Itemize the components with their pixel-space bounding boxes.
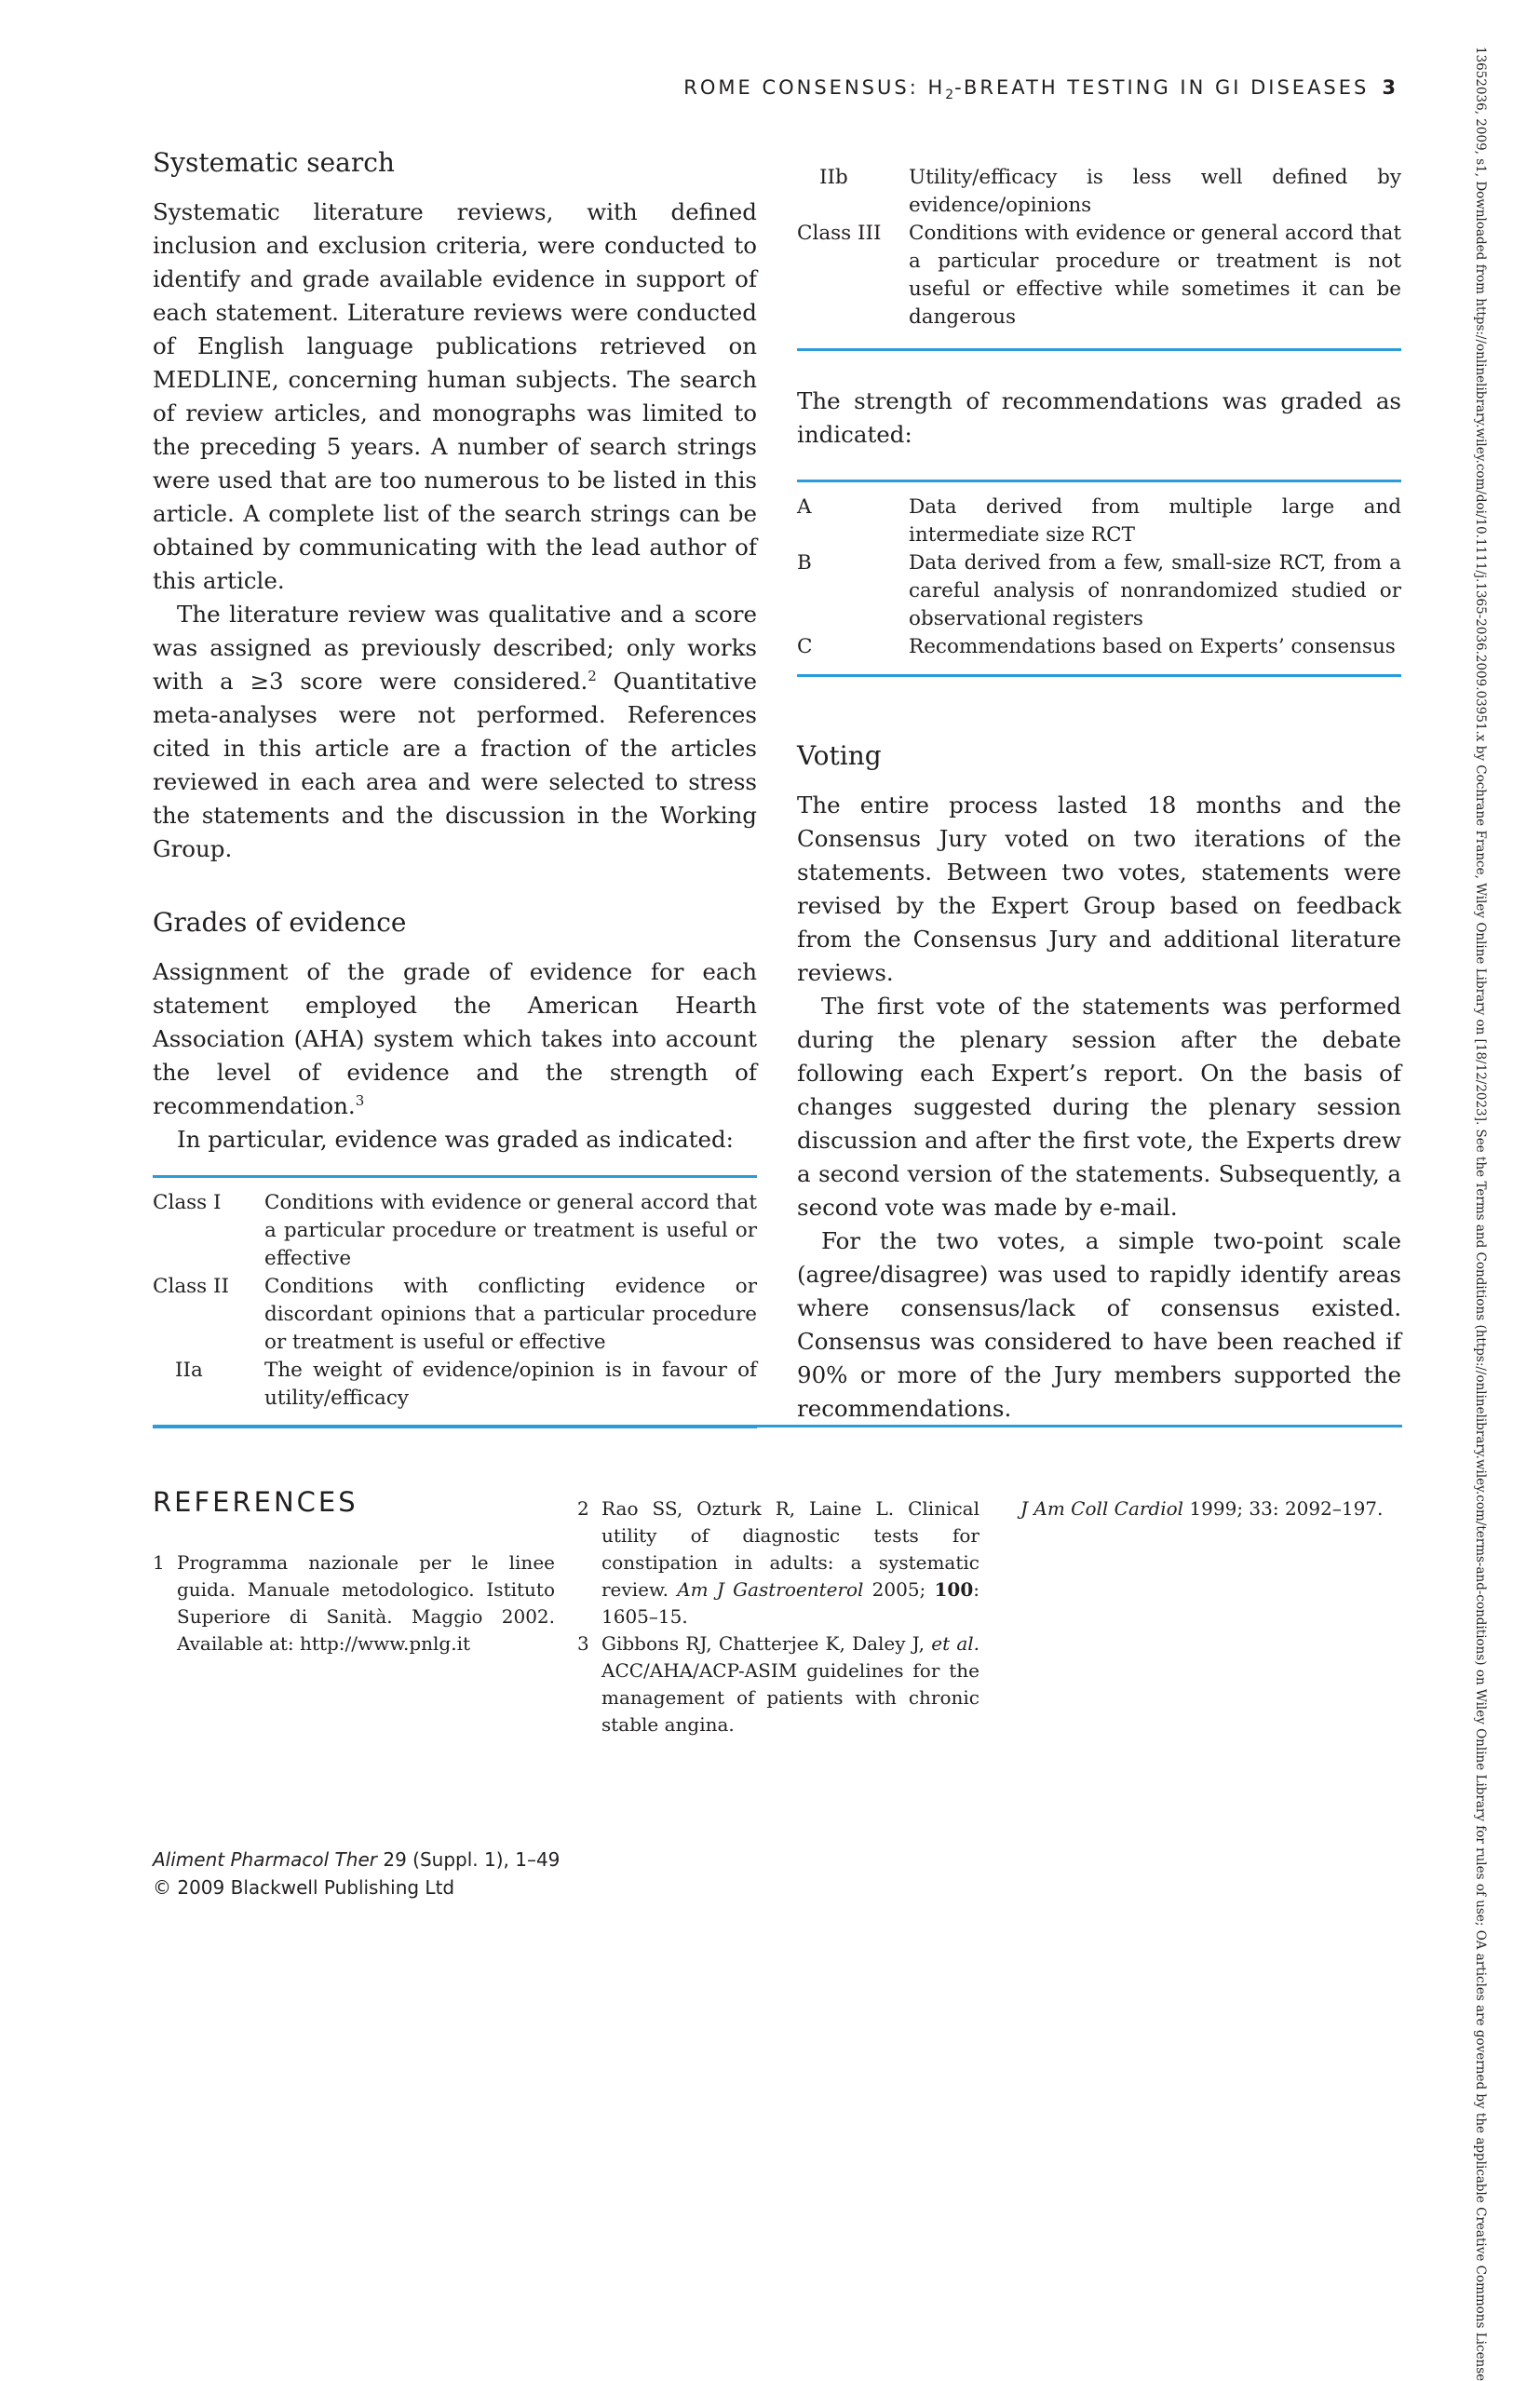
running-head-prefix: ROME CONSENSUS: H (683, 76, 946, 99)
reference-item (577, 1495, 979, 1630)
table-row (797, 164, 1401, 220)
reference-title-start: ACC/AHA/ACP-ASIM guidelines for the management of patients with chronic stable angina. (601, 1659, 979, 1736)
systematic-search-paragraph-1: Systematic literature reviews, with defined inclusion and exclusion criteria, were conducted to identify and grade available evidence in support of each statement. Literature reviews were conducted of English language publications retrieved on MEDLINE, concerning human subjects. The search of review articles, and monographs was limited to the preceding 5 years. A number of search strings were used that are too numerous to be listed in this article. A complete list of the search strings can be obtained by communicating with the lead author of this article. (153, 198, 757, 594)
reference-number: 3 (577, 1632, 589, 1655)
paragraph-text: The literature review was qualitative and a score was assigned as previously described; only works with a ≥3 score were considered. (153, 601, 757, 695)
reference-etal: et al. (931, 1632, 980, 1655)
strength-intro: The strength of recommendations was graded as indicated: (797, 387, 1401, 448)
table-bottom-rule (797, 348, 1401, 351)
voting-paragraph-2: The first vote of the statements was performed during the plenary session after the debate following each Expert’s report. On the basis of changes suggested during the plenary session discussion and after the first vote, the Experts drew a second version of the statements. Subsequently, a second vote was made by e-mail. (797, 993, 1401, 1221)
reference-item (153, 1549, 555, 1657)
class-label: Class II (153, 1275, 230, 1298)
section-heading-grades-of-evidence: Grades of evidence (153, 907, 407, 938)
reference-text (1020, 1495, 1402, 1522)
class-label: Class III (797, 222, 882, 245)
class-description: Utility/efficacy is less well defined by evidence/opinions (909, 166, 1401, 217)
references-title: REFERENCES (153, 1486, 358, 1518)
table-row (153, 1189, 757, 1273)
voting-paragraph-3: For the two votes, a simple two-point scale (agree/disagree) was used to rapidly identify areas where consensus/lack of consensus existed. Consensus was considered to have been reached if 90% or more of the Jury members supported the recommendations. (797, 1227, 1401, 1422)
reference-volume: 100 (934, 1578, 974, 1601)
class-table-continued (797, 164, 1401, 351)
strength-table (797, 480, 1401, 677)
class-label: Class I (153, 1191, 222, 1214)
grade-label: A (797, 495, 812, 519)
journal-citation (153, 1846, 560, 1874)
page-number: 3 (1382, 76, 1398, 99)
table-row (797, 549, 1401, 633)
class-description: Conditions with evidence or general accord that a particular procedure or treatment is not useful or effective while sometimes it can be dangerous (909, 222, 1401, 329)
class-description: Conditions with evidence or general accord that a particular procedure or treatment is useful or effective (264, 1191, 757, 1270)
class-description: The weight of evidence/opinion is in favour of utility/efficacy (264, 1359, 757, 1410)
references-column-1 (153, 1549, 555, 1657)
reference-year: 2005; (871, 1578, 926, 1601)
download-notice-vertical: 13652036, 2009, s1, Downloaded from https://onlinelibrary.wiley.com/doi/10.1111/j.1365-2036.2009.03951.x by Cochrane France, Wiley Online Library on [18/12/2023]. See the Terms and Conditions (https://onlinelibrary.wiley.com/terms-and-conditions) on Wiley Online Library for rules of use; OA articles are governed by the applicable Creative Commons License (1473, 47, 1488, 2381)
table-row (797, 220, 1401, 331)
grade-description: Data derived from a few, small-size RCT, from a careful analysis of nonrandomized studied or observational registers (909, 551, 1401, 630)
grade-label: C (797, 635, 813, 658)
reference-tail: 1999; 33: 2092–197. (1189, 1497, 1384, 1520)
citation-superscript: 3 (355, 1091, 365, 1109)
reference-number: 1 (153, 1551, 165, 1574)
grade-description: Recommendations based on Experts’ consensus (909, 635, 1396, 658)
grade-label: B (797, 551, 812, 575)
class-table (153, 1175, 757, 1428)
class-label: IIa (175, 1359, 203, 1382)
table-row (797, 494, 1401, 549)
table-row (153, 1357, 757, 1413)
references-column-3 (1020, 1495, 1402, 1522)
references-column-2 (577, 1495, 979, 1738)
journal-issue: (Suppl. 1), 1–49 (412, 1848, 561, 1871)
left-column (153, 145, 757, 1428)
reference-pages: : 1605–15. (601, 1578, 979, 1628)
grade-description: Data derived from multiple large and intermediate size RCT (909, 495, 1401, 547)
grades-paragraph-1 (153, 955, 757, 1123)
table-row (797, 633, 1401, 661)
table-row (153, 1273, 757, 1357)
reference-continuation (1020, 1495, 1402, 1522)
reference-journal: Am J Gastroenterol (677, 1578, 864, 1601)
class-description: Conditions with conflicting evidence or discordant opinions that a particular procedure or treatment is useful or effective (264, 1275, 757, 1354)
class-label: IIb (819, 166, 848, 189)
reference-number: 2 (577, 1497, 589, 1520)
reference-item (577, 1630, 979, 1738)
reference-text (601, 1495, 979, 1630)
grades-paragraph-2: In particular, evidence was graded as indicated: (177, 1126, 734, 1153)
reference-text (601, 1630, 979, 1738)
reference-authors: Gibbons RJ, Chatterjee K, Daley J, (601, 1632, 925, 1655)
running-head-subscript: 2 (945, 88, 955, 103)
references-divider (153, 1425, 1402, 1427)
journal-volume: 29 (383, 1848, 407, 1871)
reference-text: Programma nazionale per le linee guida. Manuale metodologico. Istituto Superiore di Sanità. Maggio 2002. Available at: http://www.pnlg.it (177, 1551, 555, 1655)
voting-paragraph-1: The entire process lasted 18 months and the Consensus Jury voted on two iterations of the statements. Between two votes, statements were revised by the Expert Group based on feedback from the Consensus Jury and additional literature reviews. (797, 791, 1401, 986)
paragraph-text: Quantitative meta-analyses were not performed. References cited in this article are a fraction of the articles reviewed in each area and were selected to stress the statements and the discussion in the Working Group. (153, 668, 757, 862)
page-footer (153, 1846, 560, 1901)
running-head (683, 76, 1398, 102)
citation-superscript: 2 (588, 667, 597, 684)
right-column (797, 145, 1401, 1426)
reference-authors: Rao SS, Ozturk R, Laine L. Clinical utility of diagnostic tests for constipation in adults: a systematic review. (601, 1497, 979, 1601)
running-head-suffix: -BREATH TESTING IN GI DISEASES (954, 76, 1370, 99)
reference-journal: J Am Coll Cardiol (1020, 1497, 1184, 1520)
section-heading-systematic-search: Systematic search (153, 147, 395, 178)
copyright-line: © 2009 Blackwell Publishing Ltd (153, 1876, 455, 1899)
paragraph-text: Assignment of the grade of evidence for each statement employed the American Hearth Association (AHA) system which takes into account the level of evidence and the strength of recommendation. (153, 958, 757, 1119)
section-heading-voting: Voting (797, 740, 882, 771)
systematic-search-paragraph-2 (153, 598, 757, 866)
journal-name: Aliment Pharmacol Ther (153, 1848, 377, 1871)
